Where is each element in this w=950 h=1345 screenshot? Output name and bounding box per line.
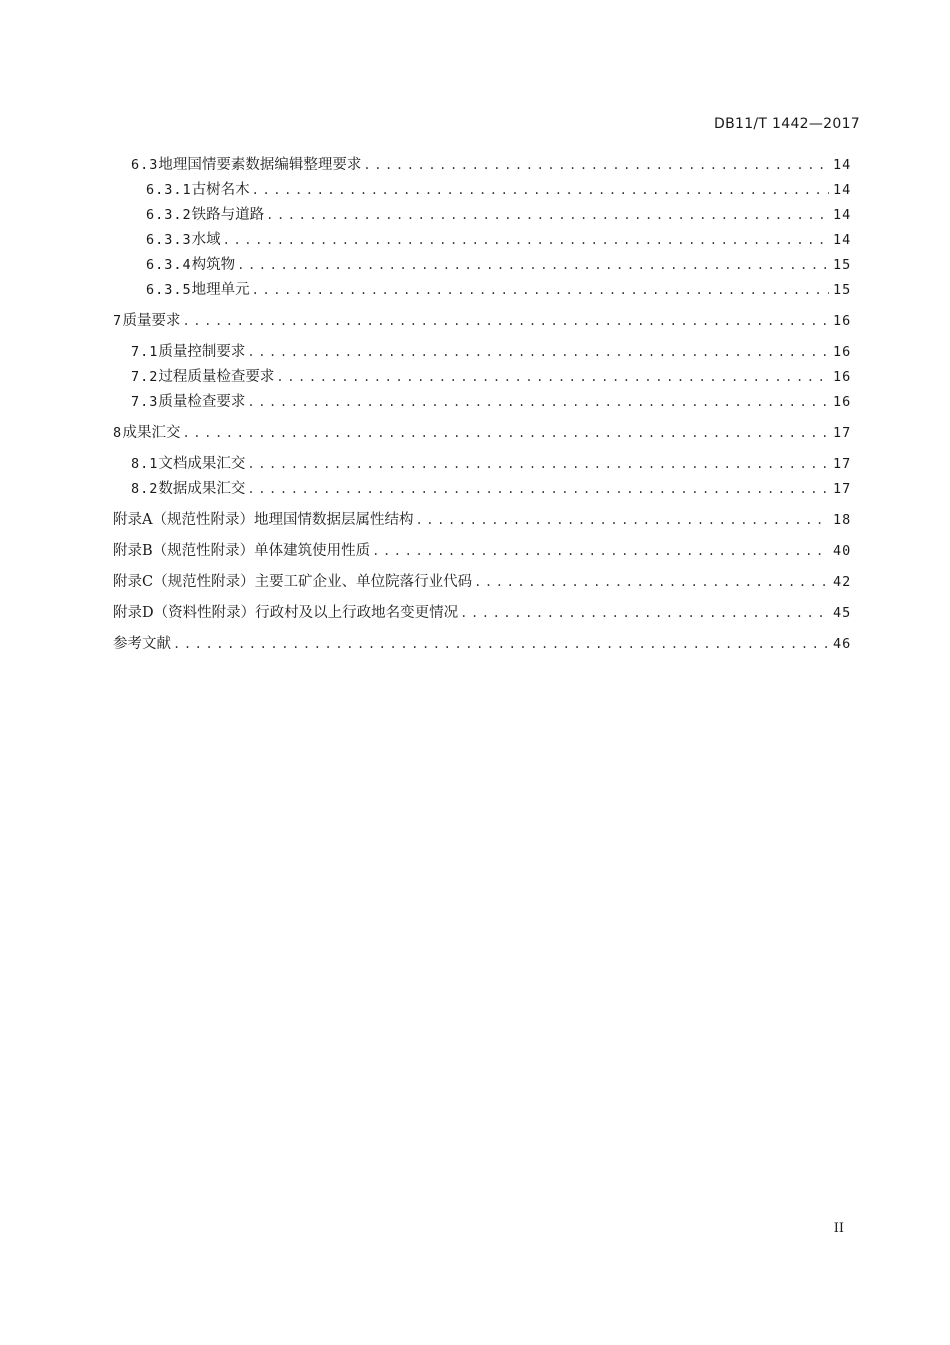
toc-entry-8-1[interactable]	[131, 455, 851, 473]
toc-entry-page: 15	[833, 257, 852, 273]
toc-entry-page: 16	[833, 344, 852, 360]
toc-entry-8[interactable]	[113, 424, 851, 442]
toc-entry-number: 6.3.1	[146, 182, 192, 198]
toc-entry-page: 17	[833, 456, 852, 472]
toc-entry-title: 水域	[191, 232, 221, 248]
toc-entry-title: 构筑物	[191, 257, 236, 273]
toc-entry-title: 质量要求	[122, 313, 181, 329]
toc-entry-page: 16	[833, 394, 852, 410]
toc-entry-page: 45	[833, 605, 852, 621]
toc-entry-title: 主要工矿企业、单位院落行业代码	[254, 574, 473, 590]
toc-entry-appendix-a[interactable]	[113, 511, 851, 529]
toc-entry-number: 6.3.2	[146, 207, 192, 223]
toc-entry-appendix-c[interactable]	[113, 573, 851, 591]
document-code: DB11/T 1442—2017	[714, 116, 860, 132]
toc-entry-title: 成果汇交	[122, 425, 181, 441]
toc-entry-references[interactable]	[113, 635, 851, 653]
toc-leader-dots	[252, 281, 829, 299]
toc-entry-number: 8.1	[131, 456, 159, 472]
toc-entry-page: 17	[833, 481, 852, 497]
toc-entry-number: 7.2	[131, 369, 159, 385]
toc-leader-dots	[460, 604, 829, 622]
toc-entry-title: 数据成果汇交	[158, 481, 246, 497]
toc-leader-dots	[223, 231, 829, 249]
toc-appendix-label: 附录C（规范性附录）	[113, 574, 255, 590]
toc-entry-title: 古树名木	[191, 182, 250, 198]
toc-entry-page: 16	[833, 369, 852, 385]
toc-entry-page: 18	[833, 512, 852, 528]
toc-entry-6-3-4[interactable]	[146, 256, 851, 274]
toc-appendix-label: 附录B（规范性附录）	[113, 543, 255, 559]
toc-entry-page: 14	[833, 157, 852, 173]
page-number: II	[833, 1221, 844, 1236]
toc-entry-6-3-5[interactable]	[146, 281, 851, 299]
toc-entry-number: 6.3.5	[146, 282, 192, 298]
toc-entry-page: 14	[833, 182, 852, 198]
toc-leader-dots	[363, 156, 829, 174]
toc-entry-7-1[interactable]	[131, 343, 851, 361]
toc-leader-dots	[182, 424, 829, 442]
toc-leader-dots	[247, 455, 829, 473]
toc-entry-appendix-d[interactable]	[113, 604, 851, 622]
toc-entry-6-3-1[interactable]	[146, 181, 851, 199]
toc-leader-dots	[474, 573, 829, 591]
toc-entry-number: 7	[113, 313, 123, 329]
toc-appendix-label: 附录D（资料性附录）	[113, 605, 256, 621]
toc-entry-number: 6.3	[131, 157, 159, 173]
toc-entry-title: 地理单元	[191, 282, 250, 298]
toc-entry-title: 地理国情要素数据编辑整理要求	[158, 157, 362, 173]
toc-leader-dots	[372, 542, 829, 560]
toc-entry-6-3[interactable]	[131, 156, 851, 174]
toc-entry-page: 17	[833, 425, 852, 441]
toc-entry-page: 42	[833, 574, 852, 590]
toc-entry-7[interactable]	[113, 312, 851, 330]
toc-entry-title: 铁路与道路	[191, 207, 265, 223]
toc-leader-dots	[247, 343, 829, 361]
toc-entry-title: 单体建筑使用性质	[254, 543, 371, 559]
toc-entry-number: 7.3	[131, 394, 159, 410]
toc-entry-title: 行政村及以上行政地名变更情况	[255, 605, 459, 621]
toc-leader-dots	[415, 511, 829, 529]
toc-leader-dots	[247, 480, 829, 498]
toc-entry-page: 46	[833, 636, 852, 652]
toc-entry-title: 参考文献	[113, 636, 171, 652]
toc-leader-dots	[247, 393, 829, 411]
toc-entry-appendix-b[interactable]	[113, 542, 851, 560]
toc-leader-dots	[252, 181, 829, 199]
toc-leader-dots	[266, 206, 829, 224]
toc-entry-title: 质量控制要求	[158, 344, 246, 360]
toc-entry-6-3-3[interactable]	[146, 231, 851, 249]
toc-entry-page: 14	[833, 207, 852, 223]
toc-leader-dots	[182, 312, 829, 330]
toc-entry-number: 6.3.3	[146, 232, 192, 248]
toc-entry-title: 地理国情数据层属性结构	[253, 512, 414, 528]
toc-entry-number: 8	[113, 425, 123, 441]
toc-entry-page: 16	[833, 313, 852, 329]
toc-appendix-label: 附录A（规范性附录）	[113, 512, 254, 528]
toc-entry-page: 14	[833, 232, 852, 248]
toc-leader-dots	[276, 368, 829, 386]
toc-entry-8-2[interactable]	[131, 480, 851, 498]
toc-entry-7-2[interactable]	[131, 368, 851, 386]
toc-entry-page: 15	[833, 282, 852, 298]
toc-entry-number: 6.3.4	[146, 257, 192, 273]
toc-entry-title: 过程质量检查要求	[158, 369, 275, 385]
toc-leader-dots	[237, 256, 829, 274]
toc-entry-7-3[interactable]	[131, 393, 851, 411]
toc-entry-6-3-2[interactable]	[146, 206, 851, 224]
toc-entry-title: 质量检查要求	[158, 394, 246, 410]
toc-entry-number: 8.2	[131, 481, 159, 497]
toc-entry-page: 40	[833, 543, 852, 559]
toc-entry-number: 7.1	[131, 344, 159, 360]
toc-leader-dots	[173, 635, 829, 653]
toc-entry-title: 文档成果汇交	[158, 456, 246, 472]
